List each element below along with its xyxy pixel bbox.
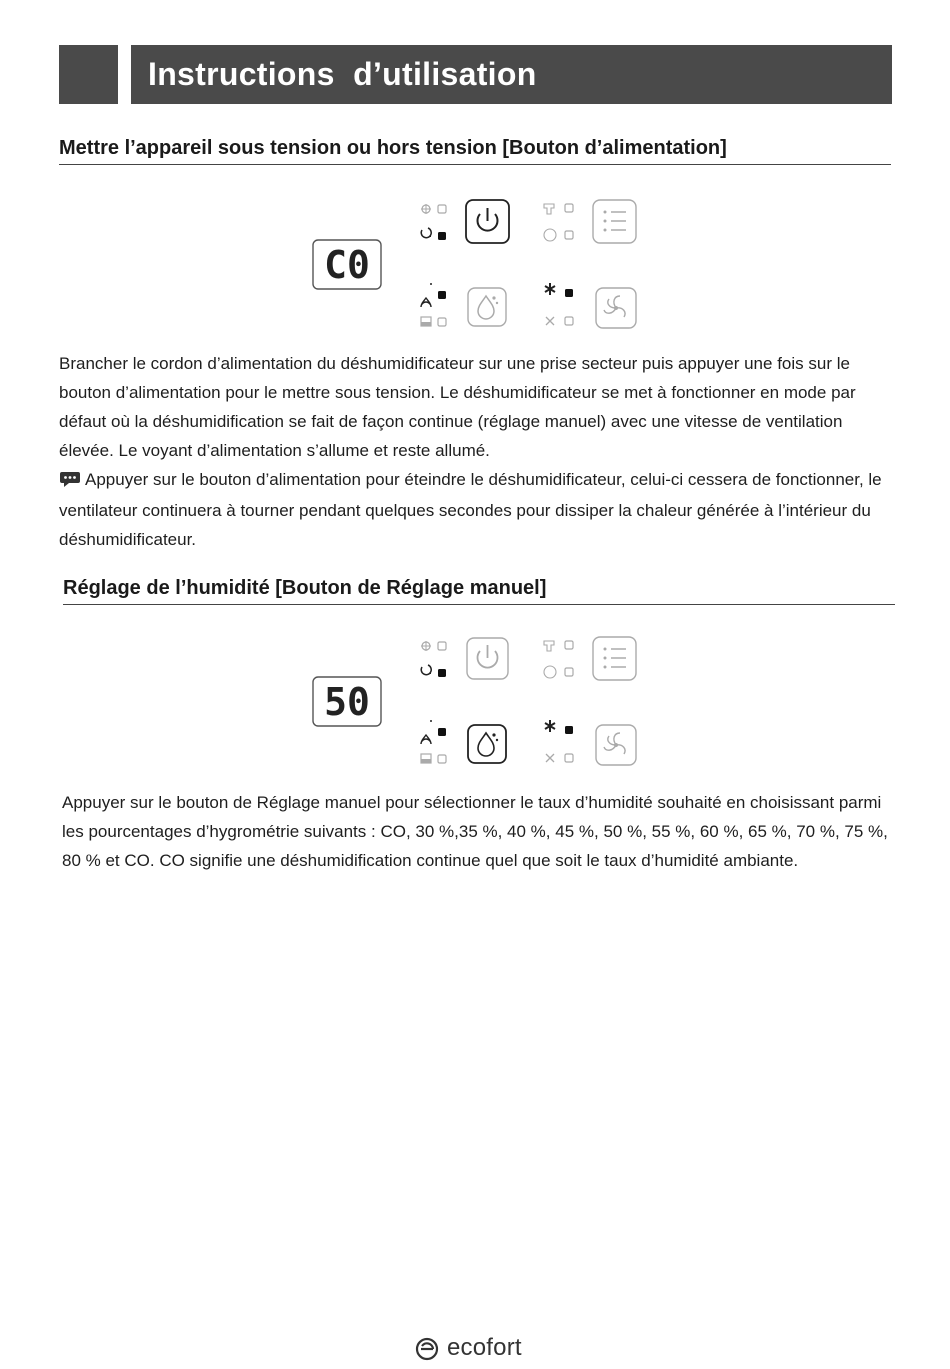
control-panel-power <box>310 192 640 332</box>
indicator-led-laundry <box>565 641 573 649</box>
power-button[interactable] <box>467 638 508 679</box>
humidity-indicator-icon <box>421 283 432 307</box>
section2-title: Réglage de l’humidité [Bouton de Réglage manuel] <box>63 577 547 599</box>
fan-button[interactable] <box>596 725 636 765</box>
section2-text <box>62 788 898 875</box>
speech-bubble-icon <box>59 467 81 496</box>
header-square <box>59 45 118 104</box>
ecofort-logo-icon <box>414 1336 440 1362</box>
timer-icon <box>421 665 431 675</box>
indicator-led-timer <box>438 232 446 240</box>
section2-divider <box>63 604 895 605</box>
indicator-led-tank <box>438 755 446 763</box>
indicator-led-laundry <box>565 204 573 212</box>
fan-high-icon <box>545 283 555 295</box>
power-button[interactable] <box>466 200 509 243</box>
header-bar <box>131 45 892 104</box>
indicator-led-defrost <box>438 642 446 650</box>
lcd-display-text: 50 <box>324 680 370 724</box>
tank-full-icon <box>421 317 431 326</box>
timer-icon <box>421 228 431 238</box>
indicator-led-fan-low <box>565 317 573 325</box>
lcd-display-text: C0 <box>324 243 370 287</box>
fan-button[interactable] <box>596 288 636 328</box>
indicator-led-timer <box>438 669 446 677</box>
menu-button[interactable] <box>593 200 636 243</box>
menu-button[interactable] <box>593 637 636 680</box>
laundry-icon <box>544 204 554 214</box>
lcd-display <box>313 677 381 726</box>
section1-note-text: Appuyer sur le bouton d’alimentation pour éteindre le déshumidificateur, celui-ci cessera de fonctionner, le ventilateur continuera à tourner pendant quelques secondes pour dissiper la chaleur générée à l’intérieur du déshumidificateur. <box>59 470 882 549</box>
auto-mode-icon <box>544 666 556 678</box>
humidity-button[interactable] <box>468 725 506 763</box>
control-panel-humidity <box>310 629 640 769</box>
indicator-led-auto <box>565 231 573 239</box>
fan-low-icon <box>546 317 554 325</box>
laundry-icon <box>544 641 554 651</box>
indicator-led-fan-high <box>565 726 573 734</box>
indicator-led-fan-high <box>565 289 573 297</box>
humidity-indicator-icon <box>421 720 432 744</box>
auto-mode-icon <box>544 229 556 241</box>
indicator-led-humidity <box>438 291 446 299</box>
snowflake-icon <box>421 641 431 651</box>
humidity-button[interactable] <box>468 288 506 326</box>
section1-divider <box>59 164 891 165</box>
footer-brand: ecofort <box>447 1334 522 1361</box>
indicator-led-auto <box>565 668 573 676</box>
fan-high-icon <box>545 720 555 732</box>
indicator-led-tank <box>438 318 446 326</box>
section1-note <box>59 465 895 554</box>
snowflake-icon <box>421 204 431 214</box>
section1-text <box>59 349 895 554</box>
indicator-led-defrost <box>438 205 446 213</box>
section2-paragraph: Appuyer sur le bouton de Réglage manuel pour sélectionner le taux d’humidité souhaité en choisissant parmi les pourcentages d’hygrométrie suivants : CO, 30 %,35 %, 40 %, 45 %, 50 %, 55 %, 60 %, 65 %, 70 %, 75 %, 80 % et CO. CO signifie une déshumidification continue quel que soit le taux d’humidité ambiante. <box>62 793 888 870</box>
page-title: Instructions d’utilisation <box>148 56 537 92</box>
fan-low-icon <box>546 754 554 762</box>
indicator-led-fan-low <box>565 754 573 762</box>
tank-full-icon <box>421 754 431 763</box>
indicator-led-humidity <box>438 728 446 736</box>
section1-title: Mettre l’appareil sous tension ou hors tension [Bouton d’alimentation] <box>59 137 727 159</box>
lcd-display <box>313 240 381 289</box>
section1-paragraph: Brancher le cordon d’alimentation du déshumidificateur sur une prise secteur puis appuyer une fois sur le bouton d’alimentation pour le mettre sous tension. Le déshumidificateur se met à fonctionner en mode par défaut où la déshumidification se fait de façon continue (réglage manuel) avec une vitesse de ventilation élevée. Le voyant d’alimentation s’allume et reste allumé. <box>59 354 856 460</box>
